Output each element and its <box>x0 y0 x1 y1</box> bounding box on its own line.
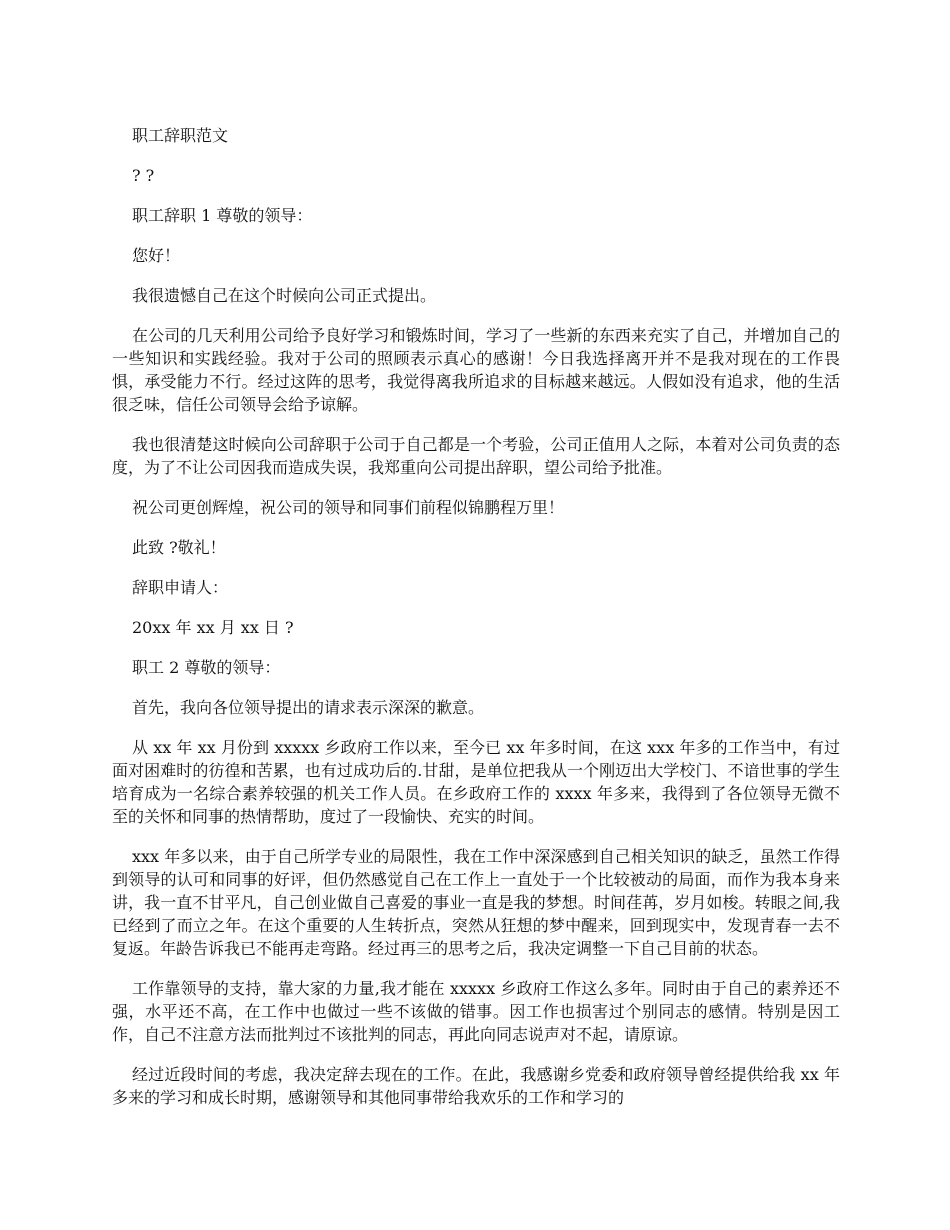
paragraph: 经过近段时间的考虑，我决定辞去现在的工作。在此，我感谢乡党委和政府领导曾经提供给我 xx 年多来的学习和成长时期，感谢领导和其他同事带给我欢乐的工作和学习的 <box>112 1065 840 1107</box>
date-line: 20xx 年 xx 月 xx 日 ? <box>132 618 294 637</box>
paragraph: ? ? <box>132 166 155 185</box>
section-heading: 职工辞职 1 尊敬的领导： <box>132 206 313 225</box>
paragraph: 从 xx 年 xx 月份到 xxxxx 乡政府工作以来，至今已 xx 年多时间，在这 xxx 年多的工作当中，有过面对困难时的彷徨和苦累，也有过成功后的.甘甜，是单位把我从一个刚迈出大学校门、不谙世事的学生培育成为一名综合素养较强的机关工作人员。在乡政府工作的 xxxx 年多来，我得到了各位领导无微不至的关怀和同事的热情帮助，度过了一段愉快、充实的时间。 <box>112 738 840 826</box>
paragraph: 我很遗憾自己在这个时候向公司正式提出。 <box>132 286 437 305</box>
paragraph: 我也很清楚这时候向公司辞职于公司于自己都是一个考验，公司正值用人之际，本着对公司负责的态度，为了不让公司因我而造成失误，我郑重向公司提出辞职，望公司给予批准。 <box>112 435 840 477</box>
paragraph: 在公司的几天利用公司给予良好学习和锻炼时间，学习了一些新的东西来充实了自己，并增加自己的一些知识和实践经验。我对于公司的照顾表示真心的感谢！今日我选择离开并不是我对现在的工作畏惧，承受能力不行。经过这阵的思考，我觉得离我所追求的目标越来越远。人假如没有追求，他的生活很乏味，信任公司领导会给予谅解。 <box>112 326 840 414</box>
document-title: 职工辞职范文 <box>132 126 229 145</box>
paragraph: 工作靠领导的支持，靠大家的力量,我才能在 xxxxx 乡政府工作这么多年。同时由于自己的素养还不强，水平还不高，在工作中也做过一些不该做的错事。因工作也损害过个别同志的感情。特别是因工作，自己不注意方法而批判过不该批判的同志，再此向同志说声对不起，请原谅。 <box>112 979 840 1044</box>
paragraph: xxx 年多以来，由于自己所学专业的局限性，我在工作中深深感到自己相关知识的缺乏，虽然工作得到领导的认可和同事的好评，但仍然感觉自己在工作上一直处于一个比较被动的局面，而作为我本身来讲，我一直不甘平凡，自己创业做自己喜爱的事业一直是我的梦想。时间荏苒，岁月如梭。转眼之间,我已经到了而立之年。在这个重要的人生转折点，突然从狂想的梦中醒来，回到现实中，发现青春一去不复返。年龄告诉我已不能再走弯路。经过再三的思考之后，我决定调整一下自己目前的状态。 <box>112 847 840 958</box>
signature-line: 辞职申请人： <box>132 578 229 597</box>
section-heading: 职工 2 尊敬的领导： <box>132 658 281 677</box>
paragraph: 祝公司更创辉煌，祝公司的领导和同事们前程似锦鹏程万里！ <box>132 498 565 517</box>
closing: 此致 ?敬礼！ <box>132 538 226 557</box>
greeting: 您好！ <box>132 246 181 265</box>
paragraph: 首先，我向各位领导提出的请求表示深深的歉意。 <box>132 698 485 717</box>
